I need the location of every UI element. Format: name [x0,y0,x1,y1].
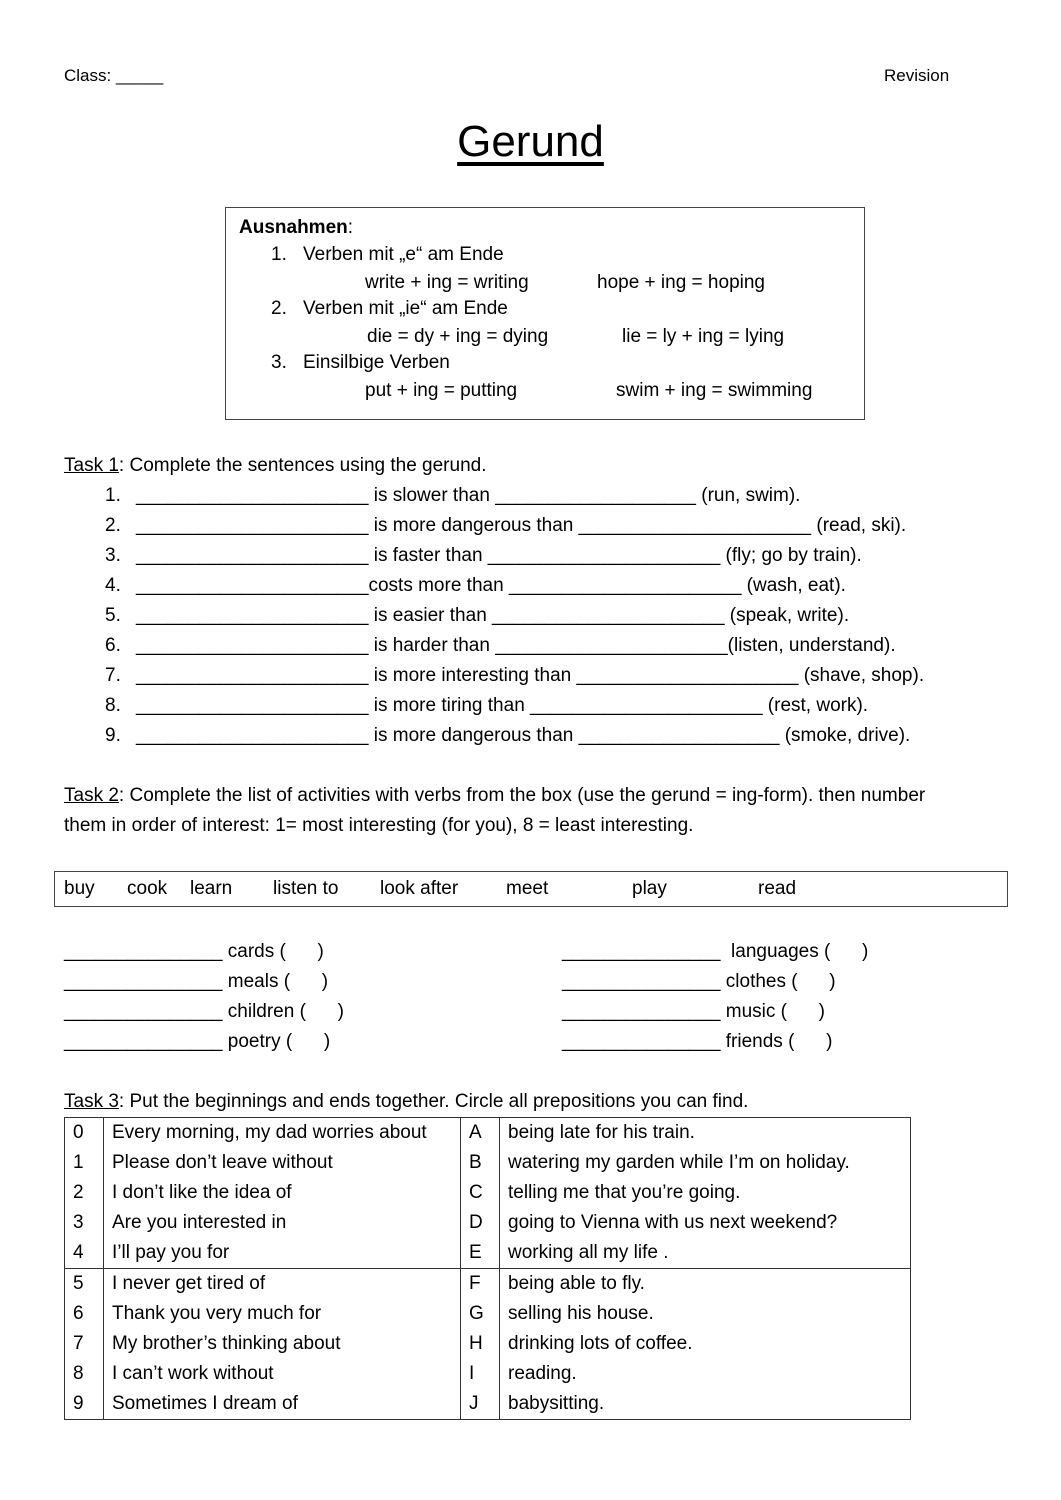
row-number: 4 [65,1238,104,1269]
verb-word: buy [64,878,95,899]
task1-number: 6. [105,635,121,656]
sentence-beginning: I’ll pay you for [104,1238,461,1269]
table-row [65,1389,911,1420]
verb-word: listen to [273,878,339,899]
row-number: 0 [65,1118,104,1149]
rule-number: 2. [271,298,287,319]
table-row [65,1118,911,1149]
task1-sentence[interactable]: ______________________ is faster than ______________________ (fly; go by train). [136,545,862,566]
rule-example: write + ing = writing [365,272,529,293]
sentence-ending: babysitting. [500,1389,911,1420]
table-row [65,1178,911,1208]
activity-item[interactable]: _______________ children ( ) [64,1001,344,1022]
sentence-beginning: I can’t work without [104,1359,461,1389]
row-number: 9 [65,1389,104,1420]
verb-word: play [632,878,667,899]
sentence-ending: going to Vienna with us next weekend? [500,1208,911,1238]
task1-sentence[interactable]: ______________________ is more dangerous than ______________________ (read, ski). [136,515,907,536]
activity-item[interactable]: _______________ music ( ) [562,1001,826,1022]
task1-sentence[interactable]: ______________________ is more interesting than _____________________ (shave, shop). [136,665,925,686]
rule-label: Verben mit „e“ am Ende [303,244,504,265]
sentence-ending: being late for his train. [500,1118,911,1149]
sentence-beginning: Every morning, my dad worries about [104,1118,461,1149]
task1-number: 7. [105,665,121,686]
row-letter: I [461,1359,500,1389]
row-number: 2 [65,1178,104,1208]
table-row [65,1208,911,1238]
rule-label: Verben mit „ie“ am Ende [303,298,508,319]
task1-number: 5. [105,605,121,626]
sentence-beginning: I never get tired of [104,1269,461,1300]
verb-word: cook [127,878,168,899]
table-row [65,1148,911,1178]
rule-example: swim + ing = swimming [616,380,813,401]
activity-item[interactable]: _______________ meals ( ) [64,971,329,992]
sentence-beginning: My brother’s thinking about [104,1329,461,1359]
task1-sentence[interactable]: ______________________costs more than ______________________ (wash, eat). [136,575,846,596]
rule-example: die = dy + ing = dying [367,326,549,347]
sentence-ending: telling me that you’re going. [500,1178,911,1208]
sentence-beginning: I don’t like the idea of [104,1178,461,1208]
rule-example: lie = ly + ing = lying [622,326,785,347]
sentence-ending: being able to fly. [500,1269,911,1300]
table-row [65,1269,911,1300]
task3-heading: Task 3: Put the beginnings and ends together. Circle all prepositions you can find. [64,1091,749,1112]
row-number: 5 [65,1269,104,1300]
task1-number: 9. [105,725,121,746]
task2-instruction: them in order of interest: 1= most interesting (for you), 8 = least interesting. [64,815,694,836]
matching-table [64,1117,911,1420]
sentence-ending: watering my garden while I’m on holiday. [500,1148,911,1178]
task1-sentence[interactable]: ______________________ is easier than ______________________ (speak, write). [136,605,850,626]
task1-sentence[interactable]: ______________________ is harder than ______________________(listen, understand). [136,635,896,656]
revision-label: Revision [884,66,950,85]
table-row [65,1238,911,1269]
row-letter: D [461,1208,500,1238]
task1-number: 1. [105,485,121,506]
verb-word: read [758,878,797,899]
task1-sentence[interactable]: ______________________ is slower than ___________________ (run, swim). [136,485,801,506]
verb-word: look after [380,878,459,899]
table-row [65,1299,911,1329]
page-title: Gerund [457,117,604,166]
sentence-beginning: Are you interested in [104,1208,461,1238]
task1-number: 4. [105,575,121,596]
verb-word: learn [190,878,233,899]
row-letter: J [461,1389,500,1420]
sentence-ending: reading. [500,1359,911,1389]
activity-item[interactable]: _______________ poetry ( ) [64,1031,331,1052]
verb-word: meet [506,878,549,899]
rule-number: 3. [271,352,287,373]
row-letter: H [461,1329,500,1359]
task1-sentence[interactable]: ______________________ is more tiring than ______________________ (rest, work). [136,695,869,716]
sentence-beginning: Please don’t leave without [104,1148,461,1178]
task2-heading: Task 2: Complete the list of activities with verbs from the box (use the gerund = ing-form). then number [64,785,926,806]
table-row [65,1359,911,1389]
activity-item[interactable]: _______________ clothes ( ) [562,971,836,992]
rule-number: 1. [271,244,287,265]
task1-number: 2. [105,515,121,536]
row-number: 6 [65,1299,104,1329]
task1-number: 8. [105,695,121,716]
row-letter: F [461,1269,500,1300]
activity-item[interactable]: _______________ languages ( ) [562,941,869,962]
task1-sentence[interactable]: ______________________ is more dangerous than ___________________ (smoke, drive). [136,725,911,746]
row-letter: B [461,1148,500,1178]
row-letter: C [461,1178,500,1208]
row-number: 3 [65,1208,104,1238]
row-number: 8 [65,1359,104,1389]
rule-example: put + ing = putting [365,380,518,401]
rule-example: hope + ing = hoping [597,272,765,293]
row-letter: A [461,1118,500,1149]
sentence-ending: working all my life . [500,1238,911,1269]
row-letter: G [461,1299,500,1329]
exceptions-heading: Ausnahmen: [239,217,354,238]
sentence-ending: drinking lots of coffee. [500,1329,911,1359]
task1-heading: Task 1: Complete the sentences using the gerund. [64,455,487,476]
activity-item[interactable]: _______________ cards ( ) [64,941,324,962]
rule-label: Einsilbige Verben [303,352,450,373]
row-number: 1 [65,1148,104,1178]
table-row [65,1329,911,1359]
activity-item[interactable]: _______________ friends ( ) [562,1031,833,1052]
row-number: 7 [65,1329,104,1359]
sentence-ending: selling his house. [500,1299,911,1329]
task1-number: 3. [105,545,121,566]
sentence-beginning: Sometimes I dream of [104,1389,461,1420]
sentence-beginning: Thank you very much for [104,1299,461,1329]
class-field: Class: _____ [64,66,164,85]
row-letter: E [461,1238,500,1269]
